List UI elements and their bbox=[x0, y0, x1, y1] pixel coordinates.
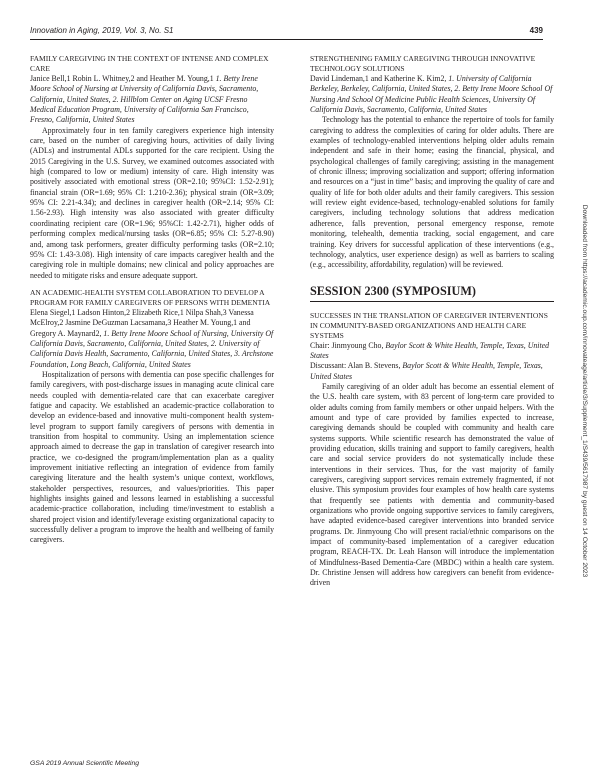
spacer bbox=[310, 302, 554, 311]
author-affiliations: 1. Betty Irene Moore School of Nursing, University Of California Davis, Sacramento, California, United States, 2. University of California Davis Health, Sacramento, California, United States, 3. Archstone Foundation, Long Beach, California, United States bbox=[30, 328, 274, 369]
abstract bbox=[310, 311, 554, 589]
author-affiliations: 1. Betty Irene Moore School of Nursing at University of California Davis, Sacramento, California, United States, 2. Hillblom Center on Aging UCSF Fresno Medical Education Program, University of California San Francisco, Fresno, California, United States bbox=[30, 74, 259, 125]
abstract-title: AN ACADEMIC-HEALTH SYSTEM COLLABORATION TO DEVELOP A PROGRAM FOR FAMILY CAREGIVERS OF PERSONS WITH DEMENTIA bbox=[30, 287, 271, 307]
discussant-affiliation: Baylor Scott & White Health, Temple, Texas, United States bbox=[310, 361, 543, 381]
abstract-title: SUCCESSES IN THE TRANSLATION OF CAREGIVER INTERVENTIONS IN COMMUNITY-BASED ORGANIZATIONS AND HEALTH CARE SYSTEMS bbox=[310, 310, 548, 340]
abstract-authors bbox=[30, 308, 274, 370]
abstract-body: Approximately four in ten family caregivers experience high intensity care, based on the number of caregiving hours, activities of daily living (ADLs) and instrumental ADLs supported for the care recipient. Using the 2015 Caregiving in the U.S. Survey, we examined outcomes associated with high (compared to low or medium) intensity of care. High intensity was positively associated with emotional stress (OR=2.10; 95%CI: 1.52-2.91); financial strain (OR=1.69; 95% CI: 1.210-2.36); physical strain (OR=3.09; 95% CI: 2.21-4.34); and declines in caregiver health (OR=2.14; 95% CI: 1.56-2.93). High intensity was also associated with greater difficulty coordinating recipient care (OR=1.96; 95%CI: 1.42-2.71), higher odds of performing complex medical/nursing tasks (OR=6.85; 95% CI: 5.27-8.90) and, among task performers, greater difficulty performing tasks (OR=2.10; 95% CI: 1.43-3.08). High intensity of care impacts caregiver health and the caregiving role in multiple domains; new clinical and policy approaches are needed to mitigate risks and ensure adequate support. bbox=[30, 125, 274, 280]
journal-citation: Innovation in Aging, 2019, Vol. 3, No. S1 bbox=[30, 26, 174, 35]
abstract bbox=[30, 54, 274, 281]
page-footer: GSA 2019 Annual Scientific Meeting bbox=[30, 760, 140, 767]
abstract-body: Family caregiving of an older adult has become an essential element of the U.S. health care system, with 83 percent of long-term care provided to older adults coming from family members or other unpaid helpers. With the amount and type of care provided by families expected to increase, caregiving demands should be coupled with community and health care systems supports. While scientific research has demonstrated the value of providing education, skills training and support to family caregivers, health care and social service providers do not systematically include these interventions in their services. Thus, for the vast majority of family caregivers, caregiving support services remain extremely fragmented, if not elusive. This symposium provides four examples of how health care systems that frequently see patients with dementia and community-based organizations who provide ongoing supportive services to family caregivers, have adapted evidence-based caregiver interventions into branded service programs. Dr. Jinmyoung Cho will present racial/ethnic comparisons on the impact of community-based implementation of a caregiver education program, REACH-TX. Dr. Leah Hanson will introduce the implementation of Mindfulness-Based Dementia-Care (MBDC) within a health care system. Dr. Christine Jensen will address how caregivers can benefit from evidence-driven bbox=[310, 381, 554, 588]
session-heading: SESSION 2300 (SYMPOSIUM) bbox=[310, 283, 554, 302]
abstract bbox=[310, 54, 554, 271]
discussant-name: Discussant: Alan B. Stevens, bbox=[310, 361, 403, 371]
spacer bbox=[30, 281, 274, 288]
chair-affiliation: Baylor Scott & White Health, Temple, Texas, United States bbox=[310, 340, 550, 360]
left-column bbox=[30, 54, 274, 546]
right-column bbox=[310, 54, 554, 589]
download-notice: Downloaded from https://academic.oup.com/innovateage/article/3/Supplement_1/S439/5617987 by guest on 14 October 2023 bbox=[581, 204, 588, 578]
author-list: Elena Siegel,1 Ladson Hinton,2 Elizabeth Rice,1 Nilpa Shah,3 Vanessa McElroy,2 Jasmine DeGuzman Lacsamana,3 Heather M. Young,1 and Gregory A. Maynard2, bbox=[30, 307, 254, 338]
abstract bbox=[30, 288, 274, 546]
abstract-title: FAMILY CAREGIVING IN THE CONTEXT OF INTENSE AND COMPLEX CARE bbox=[30, 54, 269, 73]
session-chair bbox=[310, 341, 554, 362]
abstract-title: STRENGTHENING FAMILY CAREGIVING THROUGH INNOVATIVE TECHNOLOGY SOLUTIONS bbox=[310, 54, 536, 73]
page-header bbox=[30, 25, 543, 40]
author-list: David Lindeman,1 and Katherine K. Kim2, bbox=[310, 74, 447, 83]
abstract-authors bbox=[310, 74, 554, 115]
abstract-authors bbox=[30, 74, 274, 126]
abstract-body: Technology has the potential to enhance the repertoire of tools for family caregiving to address the complexities of caring for older adults. There are examples of technology-enabled interventions helping older adults remain independent and safe in their home; easing the financial, physical, and psychological challenges of family caregiving; assisting in the management of chronic illness; improving socialization and support; offering information and resources on a “just in time” basis; and improving the quality of care and quality of life for both older adults and their family caregivers. This session will review eight evidence-based, technology-enabled solutions for family caregivers, including technology solutions that address medication adherence, falls prevention, personal emergency response, remote monitoring, telehealth, dementia tracking, social engagement, and care training. Key drivers for successful application of these interventions (e.g., technology, analytics, user experience design) as well as barriers to scaling (e.g., accessibility, affordability, regulation) will be reviewed. bbox=[310, 115, 554, 270]
author-list: Janice Bell,1 Robin L. Whitney,2 and Heather M. Young,1 bbox=[30, 74, 214, 83]
page-number: 439 bbox=[529, 26, 543, 35]
abstract-body: Hospitalization of persons with dementia can pose specific challenges for family caregivers, with post-discharge issues in managing acute clinical care needs coupled with dementia-related care that can exacerbate caregiver fatigue and capacity. We established an academic-practice collaboration to develop an evidence-based and innovative multi-component health system-level program to support family caregivers of persons with dementia in transition from hospital to community. Using an implementation science approach aimed to decrease the gap in translation of caregiver research into practice, we co-designed the program/implementation plan as a quality improvement initiative reflecting an integration of evidence from family caregiving literature and the health system’s unique context, workflows, stakeholder perspectives, resources, and values/priorities. This paper highlights insights gained and lessons learned in establishing a successful academic-practice collaboration, including time/investment to establish a shared project vision and identify/leverage existing organizational capacity to successfully deliver a program to improve the health and wellbeing of family caregivers. bbox=[30, 369, 274, 545]
author-affiliations: 1. University of California Berkeley, Berkeley, California, United States, 2. Betty Irene Moore School Of Nursing And School Of Medicine Public Health Sciences, University Of California Davis, Sacramento, California, United States bbox=[310, 74, 553, 115]
chair-name: Chair: Jinmyoung Cho, bbox=[310, 340, 386, 350]
session-discussant bbox=[310, 361, 554, 382]
